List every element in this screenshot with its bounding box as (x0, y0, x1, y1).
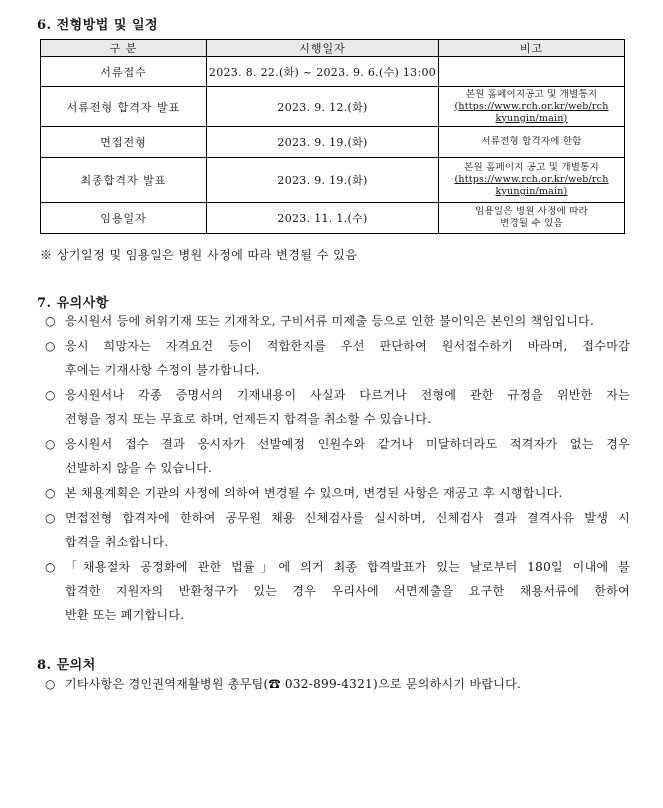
notice-item (45, 309, 630, 333)
notice-line: 면접전형 합격자에 한하여 공무원 채용 신체검사를 실시하며, 신체검사 결과 결격사유 발생 시 (65, 511, 630, 525)
contact-text-suffix: )으로 문의하시기 바랍니다. (372, 677, 522, 691)
notice-line: 선발하지 않을 수 있습니다. (65, 461, 213, 475)
homepage-link[interactable]: (https://www.rch.or.kr/web/rch (454, 100, 609, 112)
row-date: 2023. 11. 1.(수) (207, 203, 439, 234)
note-line: 본원 홈페이지 공고 및 개별통지 (464, 162, 599, 173)
notice-line: 본 채용계획은 기관의 사정에 의하여 변경될 수 있으며, 변경된 사항은 재공고 후 시행합니다. (65, 486, 563, 500)
notice-line: 합격한 지원자의 반환청구가 있는 경우 우리사에 서면제출을 요구한 채용서류에 한하여 (65, 584, 630, 598)
note-line: 변경될 수 있음 (500, 218, 563, 229)
bullet-circle: ○ (45, 560, 56, 574)
note-line: 본원 홈페이지공고 및 개별통지 (465, 88, 598, 100)
table-row (41, 57, 625, 87)
contact-text-prefix: 기타사항은 경인권역재활병원 총무팀( (65, 677, 269, 691)
bullet-circle: ○ (45, 511, 56, 525)
note-line: 임용일은 병원 사정에 따라 (475, 206, 588, 217)
row-date: 2023. 8. 22.(화) ~ 2023. 9. 6.(수) 13:00 (207, 57, 439, 87)
row-note (439, 57, 625, 87)
notice-line: 합격을 취소합니다. (65, 535, 169, 549)
bullet-circle: ○ (45, 314, 56, 328)
table-row (41, 87, 625, 127)
table-row (41, 203, 625, 234)
homepage-link[interactable]: kyungin/main) (495, 186, 568, 197)
notice-item (45, 334, 630, 382)
telephone-icon: ☎ (268, 677, 281, 691)
notice-line: 전형을 정지 또는 무효로 하며, 언제든지 합격을 취소할 수 있습니다. (65, 412, 432, 426)
row-date: 2023. 9. 19.(화) (207, 158, 439, 203)
row-name: 면접전형 (41, 127, 207, 158)
row-name: 임용일자 (41, 203, 207, 234)
header-date: 시행일자 (207, 40, 439, 57)
row-date: 2023. 9. 19.(화) (207, 127, 439, 158)
schedule-table (40, 39, 625, 234)
notice-line: 후에는 기재사항 수정이 불가합니다. (65, 363, 260, 377)
contact-line (65, 672, 630, 696)
table-row (41, 158, 625, 203)
header-category: 구 분 (41, 40, 207, 57)
row-note (439, 158, 625, 203)
notice-line: 응시원서나 각종 증명서의 기재내용이 사실과 다르거나 전형에 관한 규정을 위반한 자는 (65, 388, 630, 402)
row-name: 서류전형 합격자 발표 (41, 87, 207, 127)
bullet-circle: ○ (45, 486, 56, 500)
notice-line: 응시 희망자는 자격요건 등이 적합한지를 우선 판단하여 원서접수하기 바라며, 접수마감 (65, 339, 630, 353)
notice-line: 응시원서 등에 허위기재 또는 기재착오, 구비서류 미제출 등으로 인한 불이익은 본인의 책임입니다. (65, 314, 595, 328)
notice-line: 반환 또는 폐기합니다. (65, 608, 185, 622)
bullet-circle: ○ (45, 677, 56, 691)
homepage-link[interactable]: kyungin/main) (495, 112, 568, 124)
table-header-row (41, 40, 625, 57)
bullet-circle: ○ (45, 437, 56, 451)
notice-item (45, 481, 630, 505)
row-note (439, 87, 625, 127)
contact-item (45, 672, 630, 696)
row-name: 서류접수 (41, 57, 207, 87)
section-8-title: 8. 문의처 (37, 658, 96, 673)
row-name: 최종합격자 발표 (41, 158, 207, 203)
section-6-title: 6. 전형방법 및 일정 (37, 18, 159, 33)
table-row (41, 127, 625, 158)
notice-item (45, 383, 630, 431)
notice-line: 응시원서 접수 결과 응시자가 선발예정 인원수와 같거나 미달하더라도 적격자가 없는 경우 (65, 437, 630, 451)
row-note (439, 127, 625, 158)
bullet-circle: ○ (45, 388, 56, 402)
homepage-link[interactable]: (https://www.rch.or.kr/web/rch (454, 174, 609, 185)
schedule-footnote: ※ 상기일정 및 임용일은 병원 사정에 따라 변경될 수 있음 (40, 248, 358, 262)
notice-item (45, 432, 630, 480)
note-line: 서류전형 합격자에 한함 (481, 136, 582, 147)
contact-phone-number: 032-899-4321 (284, 677, 373, 691)
bullet-circle: ○ (45, 339, 56, 353)
row-date: 2023. 9. 12.(화) (207, 87, 439, 127)
header-note: 비고 (439, 40, 625, 57)
row-note (439, 203, 625, 234)
section-7-title: 7. 유의사항 (37, 296, 109, 311)
notice-line: 「채용절차 공정화에 관한 법률」에 의거 최종 합격발표가 있는 날로부터 180일 이내에 불 (65, 560, 630, 574)
notice-item (45, 506, 630, 554)
notice-item (45, 555, 630, 627)
